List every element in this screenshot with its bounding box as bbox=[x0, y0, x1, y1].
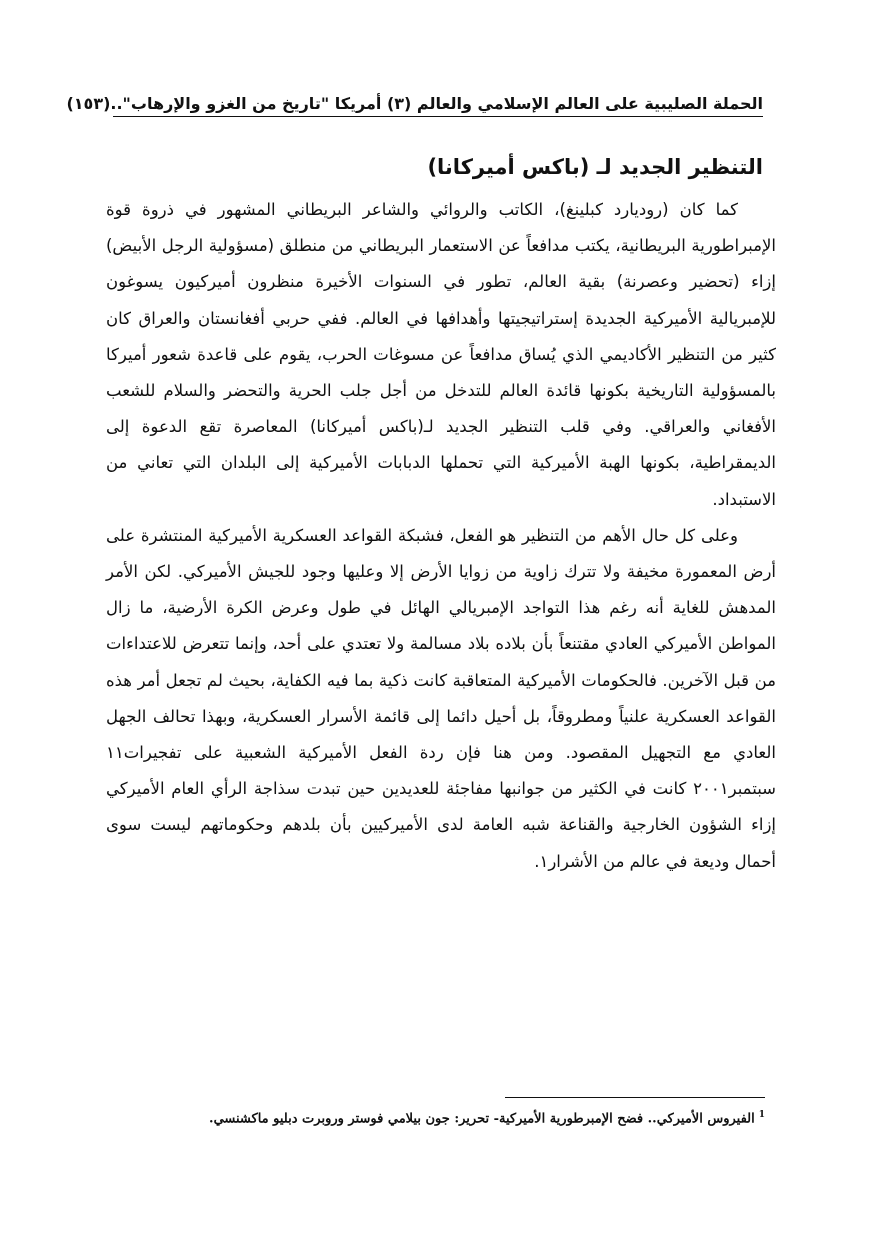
body-text bbox=[106, 192, 776, 880]
paragraph: كما كان (روديارد كبلينغ)، الكاتب والروائي والشاعر البريطاني المشهور في ذروة قوة الإمبراطورية البريطانية، يكتب مدافعاً عن الاستعمار البريطاني من منطلق (مسؤولية الرجل الأبيض) إزاء (تحضير وعصرنة) بقية العالم، تطور في السنوات الأخيرة منظرون أميركيون يسوغون للإمبريالية الأميركية الجديدة إستراتيجيتها وأهدافها في العالم. ففي حربي أفغانستان والعراق كان كثير من التنظير الأكاديمي الذي يُساق مدافعاً عن مسوغات الحرب، يقوم على قاعدة شعور أميركا بالمسؤولية التاريخية بكونها قائدة العالم للتدخل من أجل جلب الحرية والتحضر والسلام للشعب الأفغاني والعراقي. وفي قلب التنظير الجديد لـ(باكس أميركانا) المعاصرة تقع الدعوة إلى الديمقراطية، بكونها الهبة الأميركية التي تحملها الدبابات الأميركية إلى البلدان التي تعاني من الاستبداد. bbox=[106, 200, 776, 509]
footnote bbox=[209, 1104, 765, 1130]
footnote-marker: 1 bbox=[758, 1110, 765, 1120]
running-header bbox=[66, 86, 763, 116]
paragraph: وعلى كل حال الأهم من التنظير هو الفعل، فشبكة القواعد العسكرية الأميركية المنتشرة على أرض المعمورة مخيفة ولا تترك زاوية من زوايا الأرض إلا وعليها وجود للجيش الأميركي. لكن الأمر المدهش للغاية أنه رغم هذا التواجد الإمبريالي الهائل في طول وعرض الكرة الأرضية، ما زال المواطن الأميركي العادي مقتنعاً بأن بلاده بلاد مسالمة ولا تعتدي على أحد، وإنما تتعرض للاعتداءات من قبل الآخرين. فالحكومات الأميركية المتعاقبة كانت ذكية بما فيه الكفاية، بحيث لم تجعل أمر هذه القواعد العسكرية علنياً ومطروقاً، بل أحيل دائما إلى قائمة الأسرار العسكرية، وبهذا تحالف الجهل العادي مع التجهيل المقصود. ومن هنا فإن ردة الفعل الأميركية الشعبية على تفجيرات١١ سبتمبر٢٠٠١ كانت في الكثير من جوانبها مفاجئة للعديدين حين تبدت سذاجة الرأي العام الأميركي إزاء الشؤون الخارجية والقناعة شبه العامة لدى الأميركيين بأن بلدهم وحكوماتهم ليست سوى أحمال وديعة في عالم من الأشرار١. bbox=[106, 525, 776, 871]
page-number: (١٥٣) bbox=[66, 94, 111, 113]
footnote-divider bbox=[505, 1097, 765, 1098]
section-title: التنظير الجديد لـ (باكس أميركانا) bbox=[427, 155, 763, 179]
header-divider bbox=[113, 116, 763, 117]
footnote-text: الفيروس الأميركي.. فضح الإمبرطورية الأميركية- تحرير: جون بيلامي فوستر وروبرت دبليو ماكشنسي. bbox=[209, 1111, 755, 1127]
running-title: الحملة الصليبية على العالم الإسلامي والعالم (٣) أمريكا "تاريخ من الغزو والإرهاب".. bbox=[110, 94, 763, 113]
